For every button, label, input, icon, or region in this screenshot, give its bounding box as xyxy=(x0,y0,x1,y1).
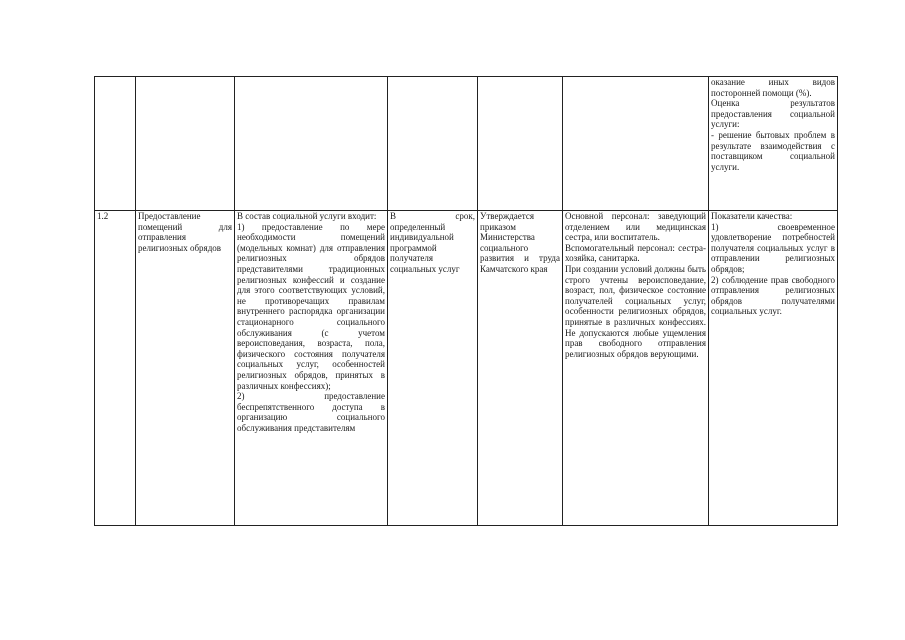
table-row xyxy=(95,77,838,211)
cell-service-name xyxy=(136,77,235,211)
row-number: 1.2 xyxy=(97,211,109,221)
cell-conditions xyxy=(563,211,709,526)
cell-content xyxy=(235,77,388,211)
table-row xyxy=(95,211,838,526)
deadline-text: В срок, определенный индивидуальной программой получателя социальных услуг xyxy=(390,211,475,274)
services-table xyxy=(94,76,838,526)
cell-deadline xyxy=(388,211,478,526)
cell-conditions xyxy=(563,77,709,211)
cell-service-name xyxy=(136,211,235,526)
cell-content xyxy=(235,211,388,526)
cell-number xyxy=(95,211,136,526)
cell-indicators xyxy=(709,77,838,211)
cell-indicators xyxy=(709,211,838,526)
service-name-text: Предоставление помещений для отправления религиозных обрядов xyxy=(138,211,232,253)
cell-tariff xyxy=(478,211,563,526)
indicator-continuation-text: оказание иных видов посторонней помощи (%). Оценка результатов предоставления социальной услуги: - решение бытовых проблем в результате взаимодействия с поставщиком социальной услуги. xyxy=(711,77,835,172)
cell-deadline xyxy=(388,77,478,211)
tariff-text: Утверждается приказом Министерства социального развития и труда Камчатского края xyxy=(480,211,560,274)
cell-tariff xyxy=(478,77,563,211)
indicators-text: Показатели качества: 1) своевременное удовлетворение потребностей получателя социальных услуг в отправлении религиозных обрядов; 2) соблюдение прав свободного отправления религиозных обрядов получателями социальных услуг. xyxy=(711,211,835,317)
service-content-text: В состав социальной услуги входит: 1) предоставление по мере необходимости помещений (модельных комнат) для отправления религиозных обрядов представителями традиционных религиозных конфессий и создание для этого соответствующих условий, не противоречащих правилам внутреннего распорядка организации стационарного социального обслуживания (с учетом вероисповедания, возраста, пола, физического состояния получателя социальных услуг, особенностей религиозных обрядов, принятых в различных конфессиях); 2) предоставление беспрепятственного доступа в организацию социального обслуживания представителям xyxy=(237,211,385,433)
conditions-text: Основной персонал: заведующий отделением или медицинская сестра, или воспитатель. Вспомогательный персонал: сестра-хозяйка, санитарка. При создании условий должны быть строго учтены вероисповедание, возраст, пол, физическое состояние получателей социальных услуг, особенности религиозных обрядов, принятые в различных конфессиях. Не допускаются любые ущемления прав свободного отправления религиозных обрядов верующими. xyxy=(565,211,706,359)
cell-number xyxy=(95,77,136,211)
